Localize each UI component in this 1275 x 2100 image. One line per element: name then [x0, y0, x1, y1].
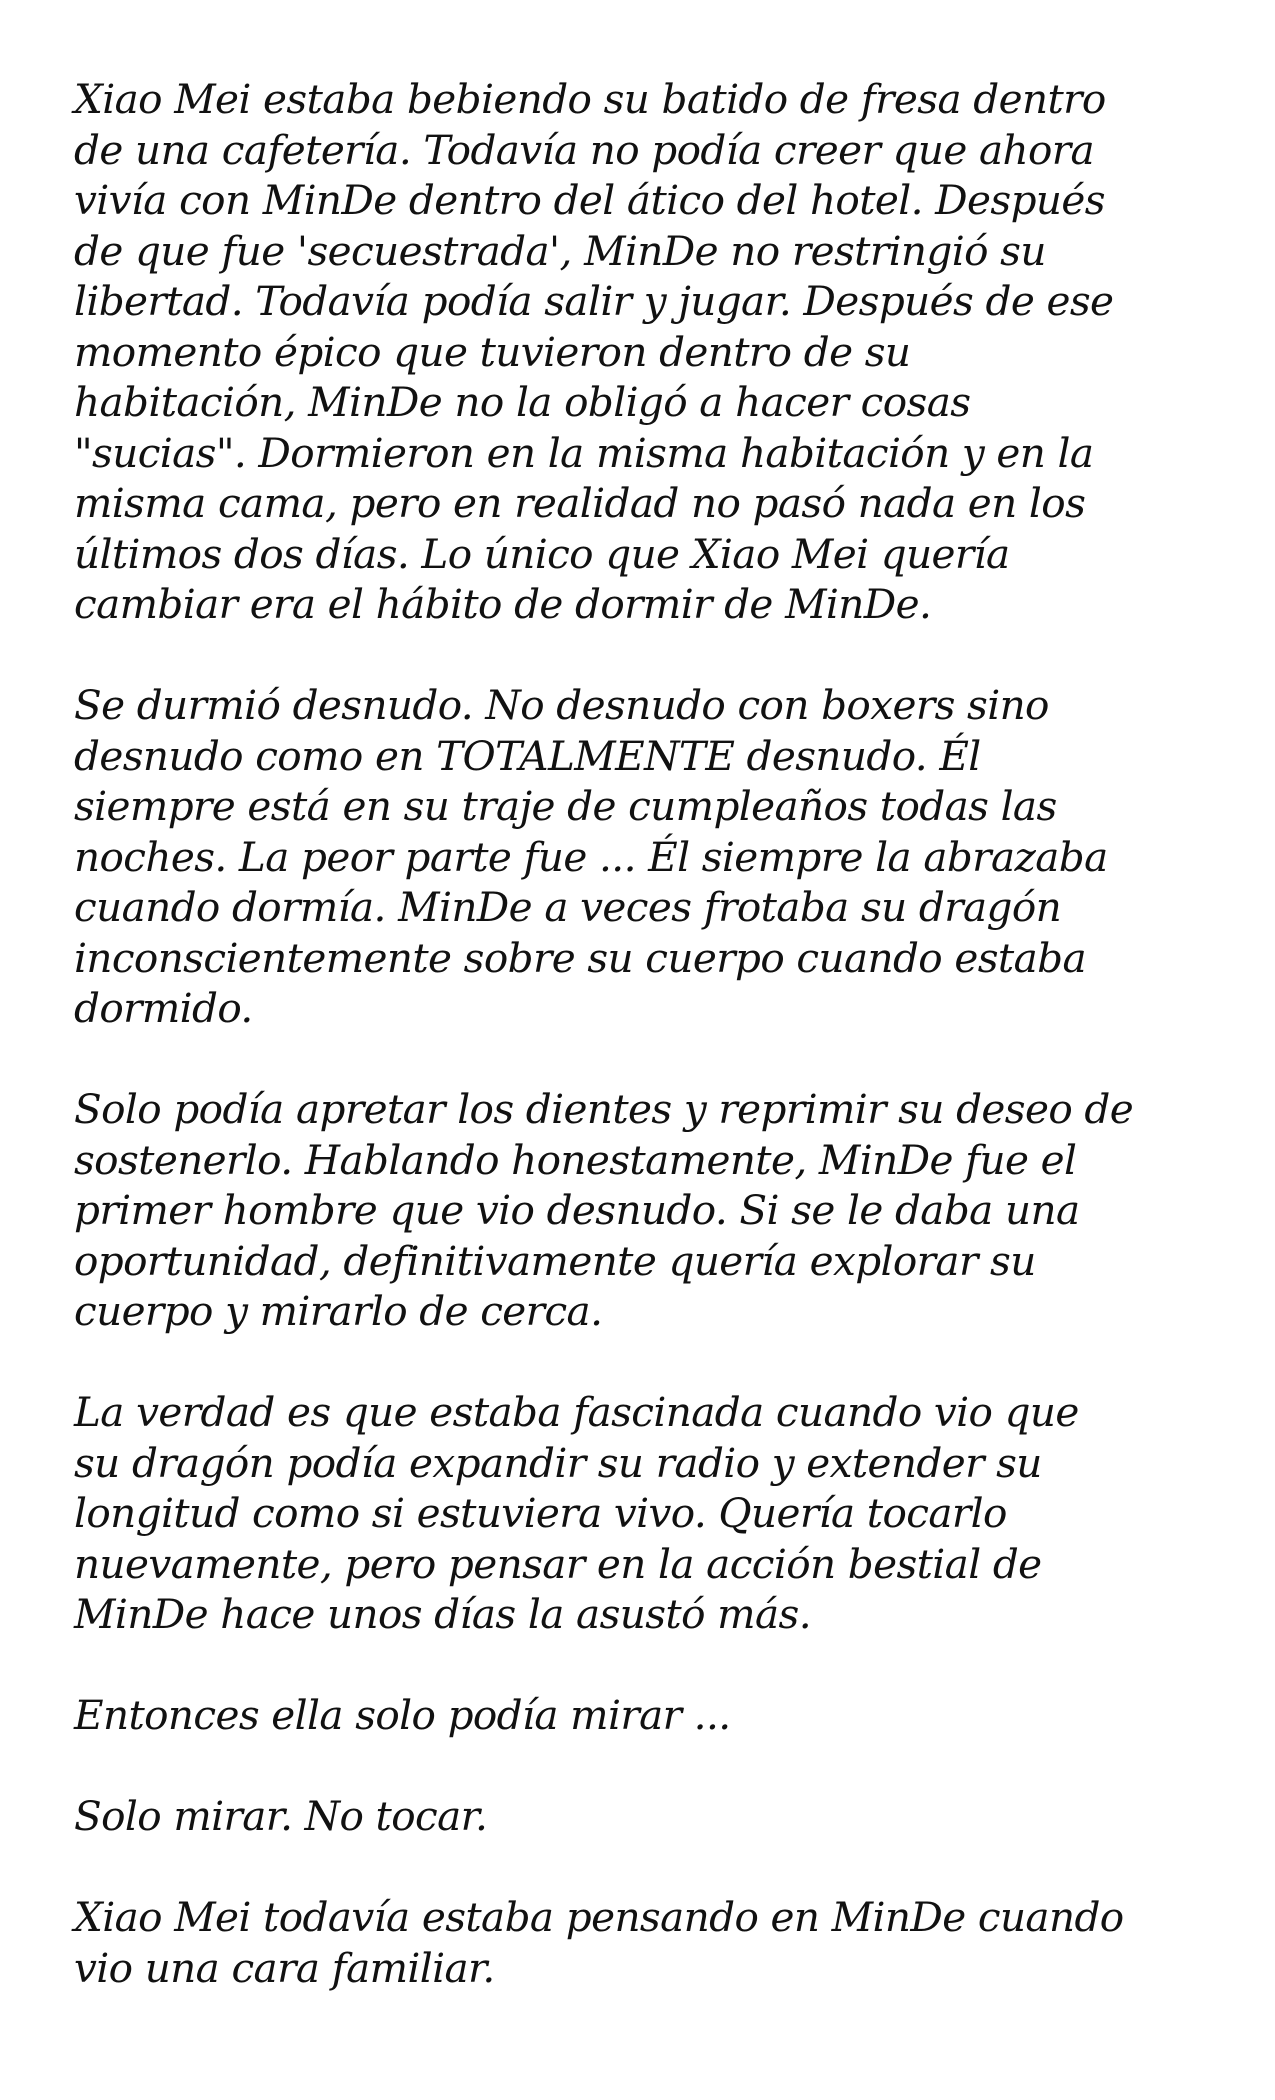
paragraph: Se durmió desnudo. No desnudo con boxers sino desnudo como en TOTALMENTE desnudo. Él siempre está en su traje de cumpleaños todas las noches. La peor parte fue ... Él siempre la abrazaba cuando dormía. MinDe a veces frotaba su dragón inconscientemente sobre su cuerpo cuando estaba dormido.: [74, 681, 1108, 1032]
paragraph: Xiao Mei todavía estaba pensando en MinDe cuando vio una cara familiar.: [74, 1893, 1124, 1992]
paragraph: Solo podía apretar los dientes y reprimir su deseo de sostenerlo. Hablando honestamente, MinDe fue el primer hombre que vio desnudo. Si se le daba una oportunidad, definitivamente quería explorar su cuerpo y mirarlo de cerca.: [74, 1085, 1134, 1335]
document-page: [74, 74, 1234, 1993]
paragraph: La verdad es que estaba fascinada cuando vio que su dragón podía expandir su radio y extender su longitud como si estuviera vivo. Quería tocarlo nuevamente, pero pensar en la acción bestial de MinDe hace unos días la asustó más.: [74, 1388, 1079, 1638]
paragraph: Entonces ella solo podía mirar ...: [74, 1691, 731, 1739]
paragraph: Solo mirar. No tocar.: [74, 1792, 488, 1840]
paragraph: Xiao Mei estaba bebiendo su batido de fresa dentro de una cafetería. Todavía no podía creer que ahora vivía con MinDe dentro del ático del hotel. Después de que fue 'secuestrada', MinDe no restringió su libertad. Todavía podía salir y jugar. Después de ese momento épico que tuvieron dentro de su habitación, MinDe no la obligó a hacer cosas "sucias". Dormieron en la misma habitación y en la misma cama, pero en realidad no pasó nada en los últimos dos días. Lo único que Xiao Mei quería cambiar era el hábito de dormir de MinDe.: [74, 75, 1114, 628]
